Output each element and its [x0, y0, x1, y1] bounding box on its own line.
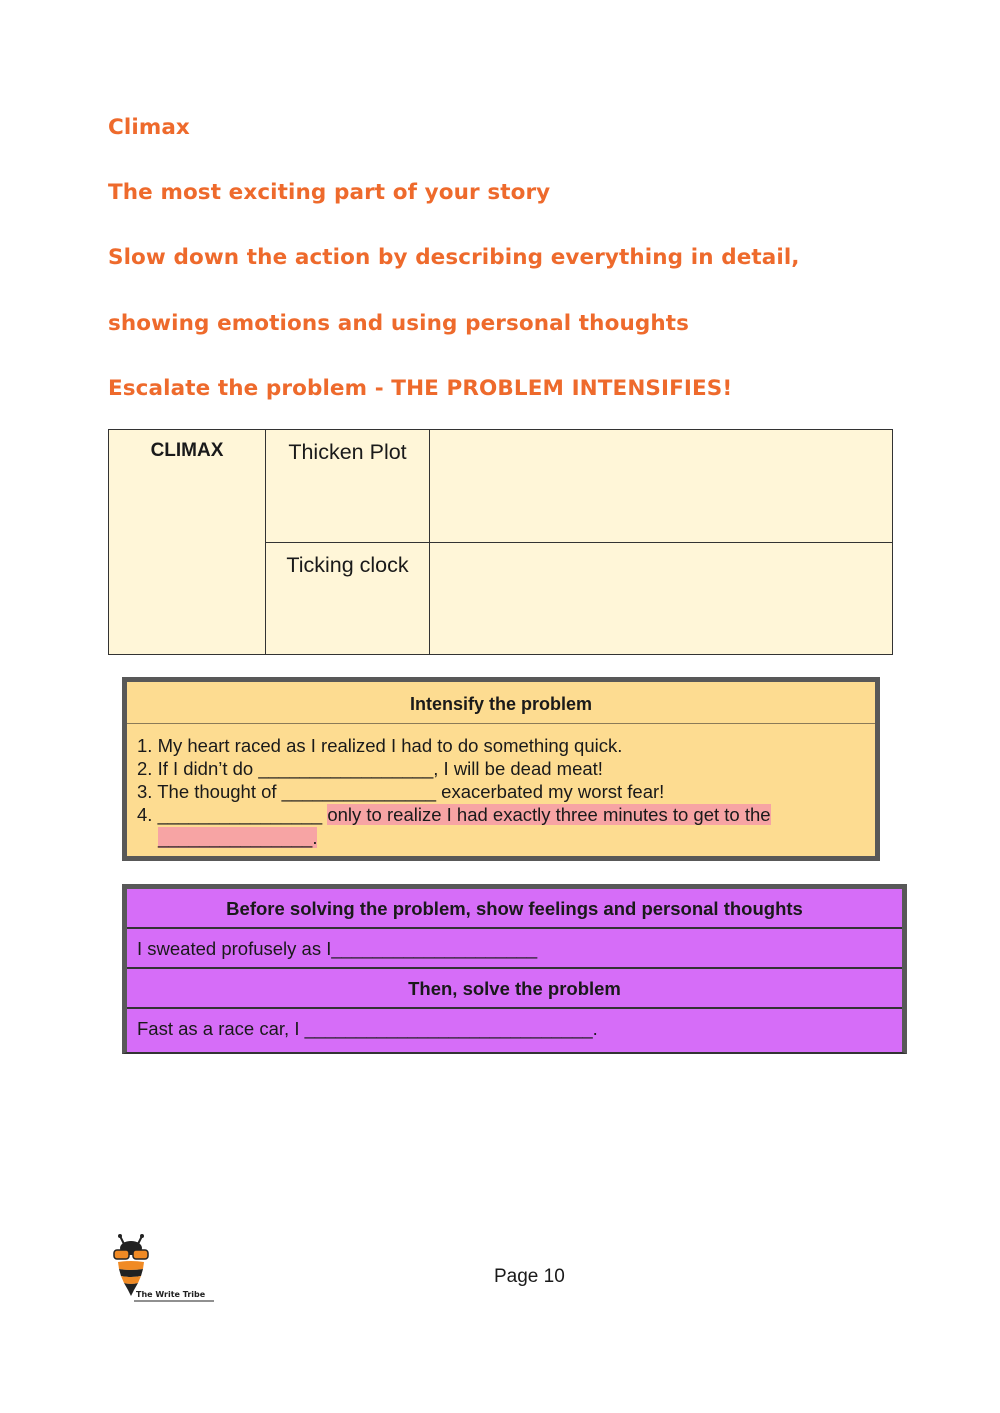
subtitle-most-exciting: The most exciting part of your story: [108, 180, 551, 205]
planner-answer-cell-ticking-clock[interactable]: [430, 542, 893, 655]
planner-answer-cell-thicken-plot[interactable]: [430, 430, 893, 543]
instruction-slow-down: Slow down the action by describing everything in detail,: [108, 245, 800, 270]
planner-step-cell: [266, 542, 430, 655]
list-item: 2. If I didn’t do _________________, I will be dead meat!: [137, 758, 603, 779]
intensify-problem-box: [122, 677, 880, 861]
solve-sentence: Fast as a race car, I ____________________________.: [137, 1018, 598, 1039]
planner-section-cell: [109, 430, 266, 655]
bee-logo-icon: [110, 1234, 218, 1308]
instruction-emotions: showing emotions and using personal thoughts: [108, 311, 690, 336]
feelings-header: Before solving the problem, show feelings and personal thoughts: [127, 889, 902, 929]
list-item: 3. The thought of _______________ exacerbated my worst fear!: [137, 781, 665, 802]
list-item: [127, 803, 875, 826]
feelings-solution-table: [122, 884, 907, 1054]
instruction-escalate: Escalate the problem - THE PROBLEM INTENSIFIES!: [108, 376, 733, 401]
intensify-examples-list: [127, 734, 875, 849]
planner-step-cell: [266, 430, 430, 543]
highlighted-blank: _______________.: [158, 827, 318, 848]
solve-header: Then, solve the problem: [127, 969, 902, 1009]
section-title: Climax: [108, 115, 190, 140]
logo-wordmark: The Write Tribe: [136, 1290, 206, 1299]
highlighted-text: only to realize I had exactly three minutes to get to the: [327, 804, 771, 825]
planner-step-label: Thicken Plot: [288, 440, 407, 464]
list-item: 1. My heart raced as I realized I had to do something quick.: [137, 735, 623, 756]
climax-planner-table: [108, 429, 893, 655]
list-item-continuation: [127, 826, 875, 849]
planner-step-label: Ticking clock: [286, 552, 409, 577]
intensify-title: Intensify the problem: [127, 682, 875, 724]
feelings-sentence: I sweated profusely as I____________________: [127, 929, 902, 969]
list-item-blank: 4. ________________: [137, 804, 323, 825]
planner-row-thicken-plot: [109, 430, 893, 543]
planner-section-label: CLIMAX: [150, 440, 224, 461]
page-number: Page 10: [494, 1266, 565, 1287]
